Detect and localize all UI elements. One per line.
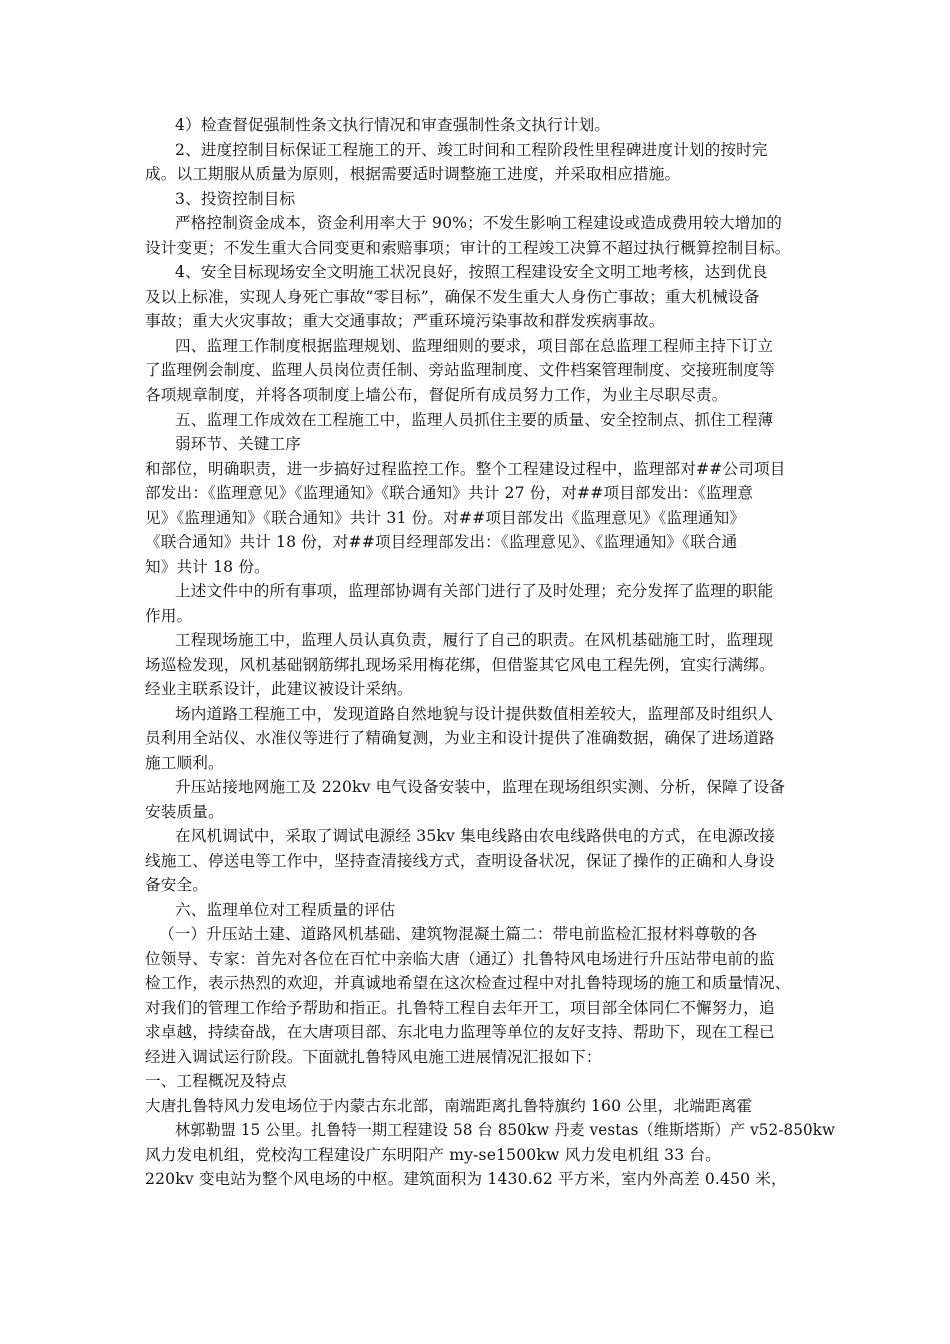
- text-line: 施工顺利。: [145, 754, 224, 772]
- text-line: 和部位，明确职责，进一步搞好过程监控工作。整个工程建设过程中，监理部对##公司项目: [145, 460, 786, 478]
- text-line: 设计变更；不发生重大合同变更和索赔事项；审计的工程竣工决算不超过执行概算控制目标。: [145, 239, 791, 257]
- text-line: 上述文件中的所有事项，监理部协调有关部门进行了及时处理；充分发挥了监理的职能: [175, 582, 774, 600]
- text-line: 五、监理工作成效在工程施工中，监理人员抓住主要的质量、安全控制点、抓住工程薄: [175, 411, 774, 429]
- text-line: 事故；重大火灾事故；重大交通事故；严重环境污染事故和群发疾病事故。: [145, 312, 665, 330]
- text-line: 成。以工期服从质量为原则，根据需要适时调整施工进度，并采取相应措施。: [145, 165, 681, 183]
- text-line: 部发出：《监理意见》《监理通知》《联合通知》共计 27 份，对##项目部发出：《监理意: [145, 484, 754, 502]
- text-line: 六、监理单位对工程质量的评估: [175, 901, 396, 919]
- text-line: 经业主联系设计，此建议被设计采纳。: [145, 680, 413, 698]
- text-line: 风力发电机组，党校沟工程建设广东明阳产 my-se1500kw 风力发电机组 33 台。: [145, 1146, 721, 1164]
- text-line: 4、安全目标现场安全文明施工状况良好，按照工程建设安全文明工地考核，达到优良: [175, 263, 768, 281]
- text-line: 场巡检发现，风机基础钢筋绑扎现场采用梅花绑，但借鉴其它风电工程先例，宜实行满绑。: [145, 656, 775, 674]
- text-line: 知》共计 18 份。: [145, 558, 270, 576]
- text-line: 3、投资控制目标: [175, 190, 296, 208]
- text-line: 4）检查督促强制性条文执行情况和审查强制性条文执行计划。: [175, 116, 611, 134]
- text-line: 严格控制资金成本，资金利用率大于 90%；不发生影响工程建设或造成费用较大增加的: [175, 214, 782, 232]
- text-line: 2、进度控制目标保证工程施工的开、竣工时间和工程阶段性里程碑进度计划的按时完: [175, 141, 768, 159]
- text-line: 员利用全站仪、水准仪等进行了精确复测，为业主和设计提供了准确数据，确保了进场道路: [145, 729, 775, 747]
- text-line: 经进入调试运行阶段。下面就扎鲁特风电施工进展情况汇报如下：: [145, 1048, 602, 1066]
- text-line: 各项规章制度，并将各项制度上墙公布，督促所有成员努力工作，为业主尽职尽责。: [145, 386, 728, 404]
- text-line: 求卓越，持续奋战，在大唐项目部、东北电力监理等单位的友好支持、帮助下，现在工程已: [145, 1023, 775, 1041]
- text-line: 及以上标准，实现人身死亡事故“零目标”，确保不发生重大人身伤亡事故；重大机械设备: [145, 288, 760, 306]
- text-line: 对我们的管理工作给予帮助和指正。扎鲁特工程自去年开工，项目部全体同仁不懈努力，追: [145, 999, 775, 1017]
- text-line: 线施工、停送电等工作中，坚持查清接线方式，查明设备状况，保证了操作的正确和人身设: [145, 852, 775, 870]
- text-line: 位领导、专家：首先对各位在百忙中亲临大唐（通辽）扎鲁特风电场进行升压站带电前的监: [145, 950, 775, 968]
- text-line: （一）升压站土建、道路风机基础、建筑物混凝土篇二：带电前监检汇报材料尊敬的各: [159, 925, 758, 943]
- text-line: 四、监理工作制度根据监理规划、监理细则的要求，项目部在总监理工程师主持下订立: [175, 337, 774, 355]
- text-line: 场内道路工程施工中，发现道路自然地貌与设计提供数值相差较大，监理部及时组织人: [175, 705, 774, 723]
- text-line: 林郭勒盟 15 公里。扎鲁特一期工程建设 58 台 850kw 丹麦 vestas（维斯塔斯）产 v52-850kw: [175, 1121, 836, 1139]
- text-line: 一、工程概况及特点: [145, 1072, 287, 1090]
- text-line: 检工作，表示热烈的欢迎，并真诚地希望在这次检查过程中对扎鲁特现场的施工和质量情况、: [145, 974, 791, 992]
- text-line: 升压站接地网施工及 220kv 电气设备安装中，监理在现场组织实测、分析，保障了设备: [175, 778, 786, 796]
- text-line: 备安全。: [145, 876, 208, 894]
- text-line: 弱环节、关键工序: [175, 435, 301, 453]
- text-line: 《联合通知》共计 18 份，对##项目经理部发出：《监理意见》、《监理通知》《联合通: [145, 533, 738, 551]
- text-line: 大唐扎鲁特风力发电场位于内蒙古东北部，南端距离扎鲁特旗约 160 公里，北端距离霍: [145, 1097, 753, 1115]
- text-line: 安装质量。: [145, 803, 224, 821]
- text-line: 在风机调试中，采取了调试电源经 35kv 集电线路由农电线路供电的方式，在电源改接: [175, 827, 775, 845]
- text-line: 作用。: [145, 607, 193, 625]
- text-line: 工程现场施工中，监理人员认真负责，履行了自己的职责。在风机基础施工时，监理现: [175, 631, 774, 649]
- text-line: 了监理例会制度、监理人员岗位责任制、旁站监理制度、文件档案管理制度、交接班制度等: [145, 361, 775, 379]
- text-line: 见》《监理通知》《联合通知》共计 31 份。对##项目部发出《监理意见》《监理通知》: [145, 509, 746, 527]
- text-line: 220kv 变电站为整个风电场的中枢。建筑面积为 1430.62 平方米，室内外高差 0.450 米，: [145, 1170, 787, 1188]
